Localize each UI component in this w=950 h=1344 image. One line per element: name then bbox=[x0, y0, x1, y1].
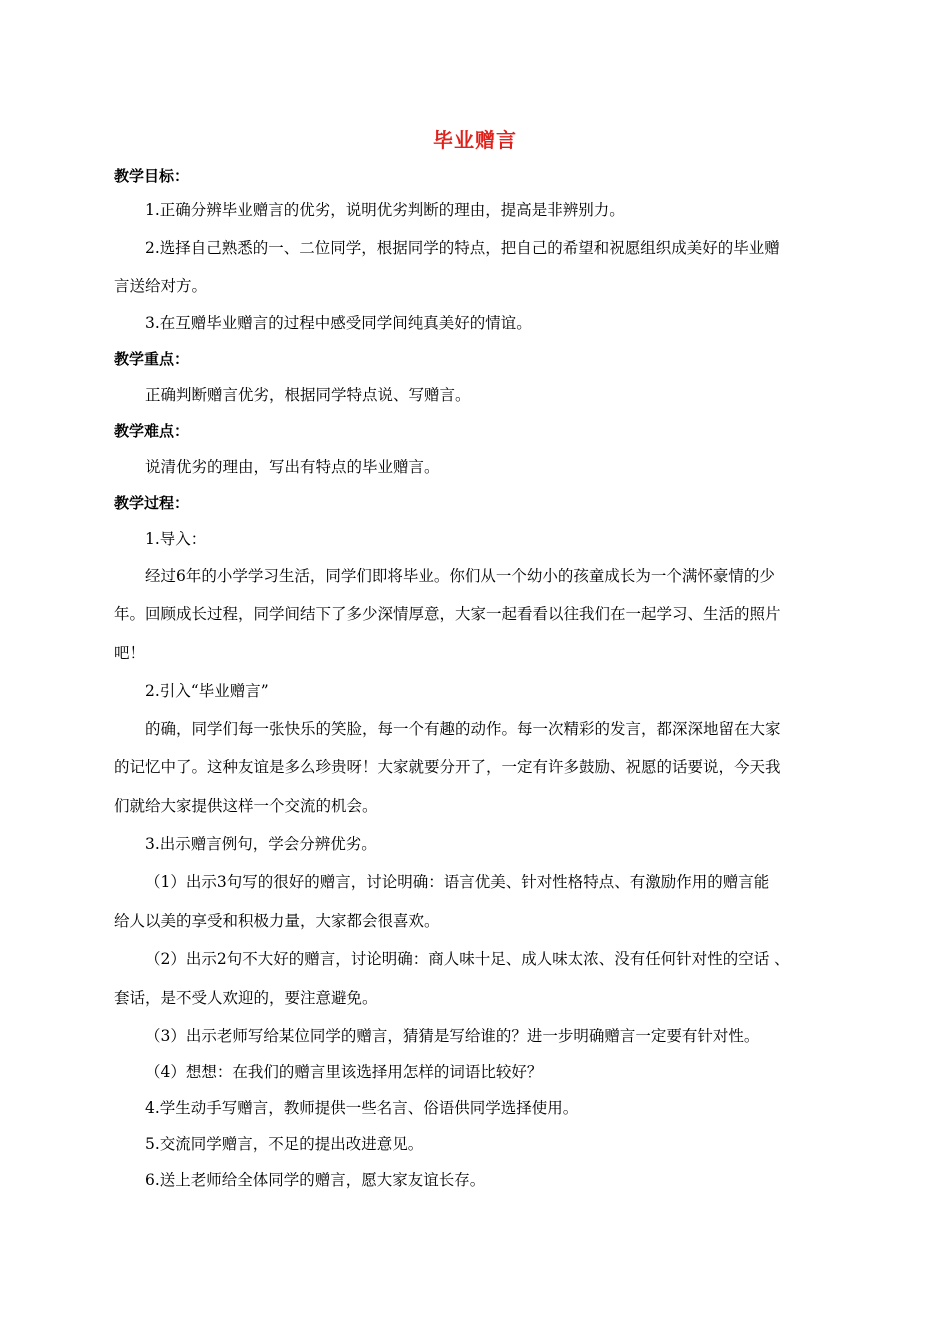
step-1-para-line-2: 年。回顾成长过程，同学间结下了多少深情厚意，大家一起看看以往我们在一起学习、生活的照片 bbox=[114, 605, 781, 623]
step-4: 4.学生动手写赠言，教师提供一些名言、俗语供同学选择使用。 bbox=[145, 1099, 579, 1117]
step-1-para-line-1: 经过6年的小学学习生活，同学们即将毕业。你们从一个幼小的孩童成长为一个满怀豪情的少 bbox=[145, 567, 775, 585]
step-3-3: （3）出示老师写给某位同学的赠言，猜猜是写给谁的？进一步明确赠言一定要有针对性。 bbox=[145, 1027, 760, 1045]
goals-heading: 教学目标： bbox=[114, 167, 190, 185]
step-3-4: （4）想想：在我们的赠言里该选择用怎样的词语比较好？ bbox=[145, 1063, 543, 1081]
step-2-para-line-1: 的确，同学们每一张快乐的笑脸，每一个有趣的动作。每一次精彩的发言，都深深地留在大家 bbox=[145, 720, 781, 738]
step-1-para-line-3: 吧！ bbox=[114, 644, 146, 662]
step-6: 6.送上老师给全体同学的赠言，愿大家友谊长存。 bbox=[145, 1171, 486, 1189]
step-3-2-line-2: 套话，是不受人欢迎的，要注意避免。 bbox=[114, 989, 378, 1007]
document-title: 毕业赠言 bbox=[433, 128, 517, 152]
step-2-title: 2.引入“毕业赠言” bbox=[145, 682, 269, 700]
step-3-title: 3.出示赠言例句，学会分辨优劣。 bbox=[145, 835, 377, 853]
key-points-heading: 教学重点： bbox=[114, 350, 190, 368]
step-3-1-line-1: （1）出示3句写的很好的赠言，讨论明确：语言优美、针对性格特点、有激励作用的赠言能 bbox=[145, 873, 770, 891]
step-2-para-line-3: 们就给大家提供这样一个交流的机会。 bbox=[114, 797, 378, 815]
step-1-title: 1.导入： bbox=[145, 530, 207, 548]
step-2-para-line-2: 的记忆中了。这种友谊是多么珍贵呀！大家就要分开了，一定有许多鼓励、祝愿的话要说，今天我 bbox=[114, 758, 781, 776]
goal-1: 1.正确分辨毕业赠言的优劣，说明优劣判断的理由，提高是非辨别力。 bbox=[145, 201, 625, 219]
step-3-1-line-2: 给人以美的享受和积极力量，大家都会很喜欢。 bbox=[114, 912, 440, 930]
goal-3: 3.在互赠毕业赠言的过程中感受同学间纯真美好的情谊。 bbox=[145, 314, 532, 332]
goal-2-line-1: 2.选择自己熟悉的一、二位同学，根据同学的特点，把自己的希望和祝愿组织成美好的毕业赠 bbox=[145, 239, 780, 257]
difficult-points-heading: 教学难点： bbox=[114, 422, 190, 440]
process-heading: 教学过程： bbox=[114, 494, 190, 512]
key-points-text: 正确判断赠言优劣，根据同学特点说、写赠言。 bbox=[145, 386, 471, 404]
goal-2-line-2: 言送给对方。 bbox=[114, 277, 208, 295]
step-3-2-line-1: （2）出示2句不大好的赠言，讨论明确：商人味十足、成人味太浓、没有任何针对性的空话 、 bbox=[145, 950, 790, 968]
step-5: 5.交流同学赠言，不足的提出改进意见。 bbox=[145, 1135, 424, 1153]
difficult-points-text: 说清优劣的理由，写出有特点的毕业赠言。 bbox=[145, 458, 440, 476]
